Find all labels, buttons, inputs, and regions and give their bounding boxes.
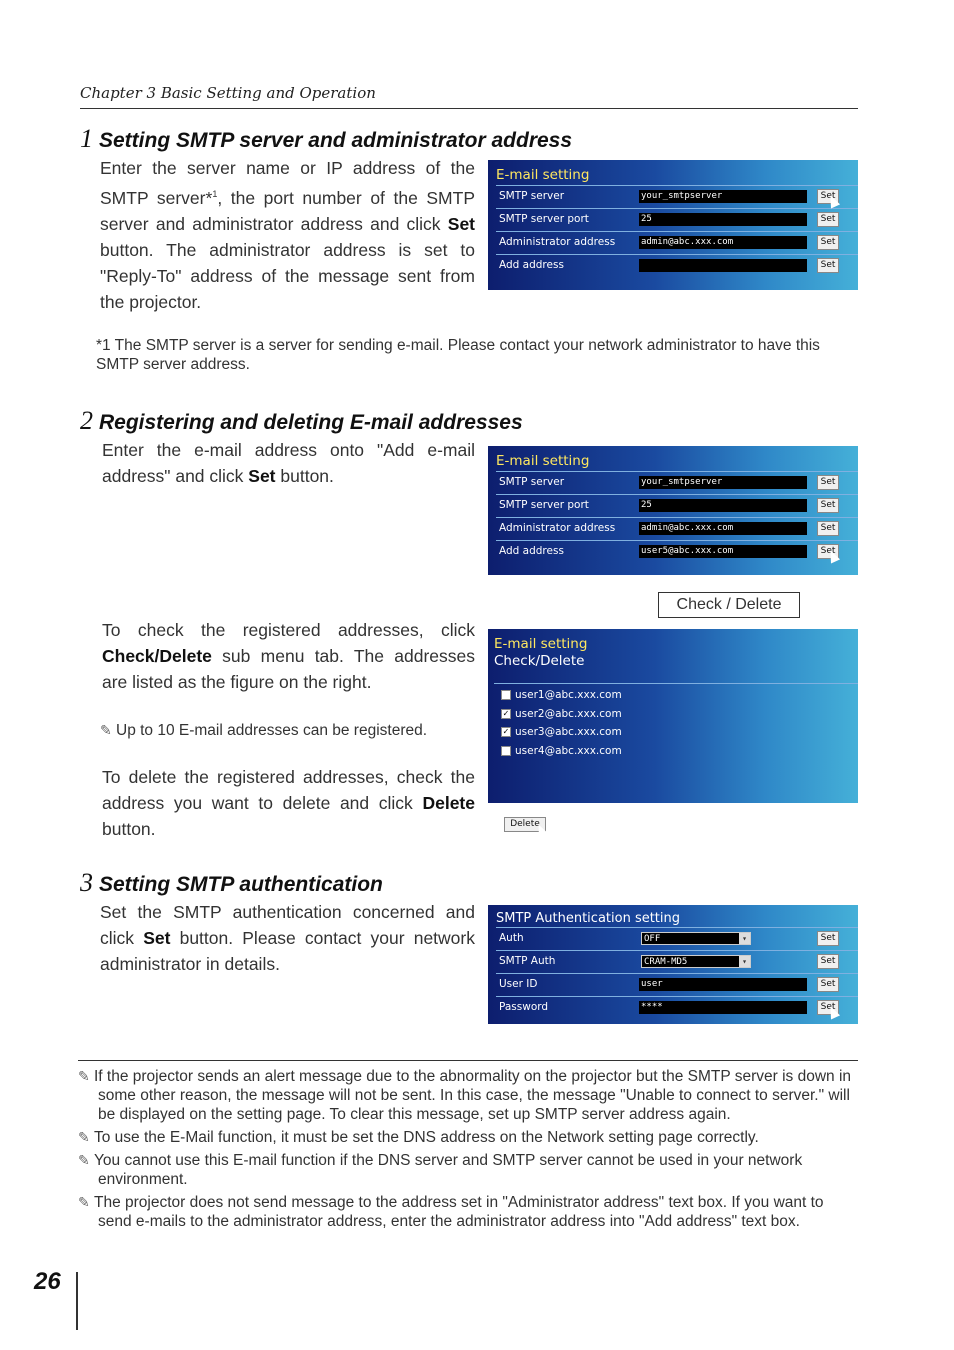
set-button[interactable]: Set [817, 498, 839, 513]
delete-button[interactable]: Delete [504, 817, 546, 832]
chapter-header: Chapter 3 Basic Setting and Operation [80, 84, 376, 102]
setting-label: SMTP Auth [499, 955, 556, 967]
note-item [78, 1151, 858, 1189]
section-3-title [80, 868, 383, 898]
note-item [78, 1067, 858, 1124]
setting-row [496, 494, 858, 517]
address-text: user1@abc.xxx.com [515, 689, 622, 701]
email-setting-panel-2 [488, 446, 858, 575]
pencil-icon: ✎ [78, 1068, 90, 1084]
set-button[interactable]: Set [817, 258, 839, 273]
set-button[interactable]: Set [817, 189, 839, 204]
note-text: The projector does not send message to the address set in "Administrator address" text box. If you want to send e-mails to the administrator address, enter the administrator address into "Add address" text box. [94, 1194, 824, 1230]
back-link[interactable]: Back [503, 836, 533, 850]
setting-input[interactable]: your_smtpserver [639, 476, 807, 489]
pencil-icon: ✎ [78, 1194, 90, 1210]
setting-row [496, 254, 858, 277]
section-2-body: Enter the e-mail address onto "Add e-mail address" and click Set button. [102, 440, 475, 486]
footnote-1: *1 The SMTP server is a server for sending e-mail. Please contact your network administrator to have this SMTP server address. [96, 337, 820, 373]
note-item [78, 1193, 858, 1231]
setting-label: Auth [499, 932, 524, 944]
setting-label: SMTP server [499, 476, 565, 488]
section-number: 1 [80, 124, 93, 153]
pencil-icon: ✎ [78, 1129, 90, 1145]
setting-row [496, 517, 858, 540]
section-number: 2 [80, 406, 93, 435]
setting-label: SMTP server [499, 190, 565, 202]
setting-label: Password [499, 1001, 549, 1013]
section-1-title [80, 124, 572, 154]
registration-note-text: Up to 10 E-mail addresses can be registered. [116, 722, 428, 739]
registration-note [100, 721, 470, 740]
set-button[interactable]: Set [817, 544, 839, 559]
address-checkbox[interactable] [501, 746, 511, 756]
panel-subtitle: Check/Delete [494, 653, 585, 669]
setting-select[interactable]: OFF ▾ [641, 932, 751, 945]
setting-select[interactable]: CRAM-MD5 ▾ [641, 955, 751, 968]
setting-label: Administrator address [499, 522, 616, 534]
set-button[interactable]: Set [817, 977, 839, 992]
set-button[interactable]: Set [817, 235, 839, 250]
panel-title: SMTP Authentication setting [496, 911, 681, 926]
page-number: 26 [34, 1268, 61, 1295]
address-checkbox[interactable]: ✓ [502, 727, 510, 736]
section-title-text: Setting SMTP server and administrator address [99, 129, 573, 152]
page-number-bar [76, 1272, 78, 1330]
check-delete-tab[interactable]: Check / Delete [658, 592, 800, 618]
setting-input[interactable]: **** [639, 1001, 807, 1014]
pencil-icon: ✎ [78, 1152, 90, 1168]
panel-title: E-mail setting [496, 453, 590, 469]
set-button[interactable]: Set [817, 521, 839, 536]
section-2-check-text: To check the registered addresses, click Check/Delete sub menu tab. The addresses are listed as the figure on the right. [102, 620, 475, 692]
set-button[interactable]: Set [817, 475, 839, 490]
setting-row [496, 996, 858, 1019]
check-delete-panel [488, 629, 858, 850]
address-list-item [501, 726, 622, 738]
note-text: You cannot use this E-mail function if the DNS server and SMTP server cannot be used in your network environment. [94, 1152, 803, 1188]
setting-input[interactable]: admin@abc.xxx.com [639, 522, 807, 535]
email-setting-panel-1 [488, 160, 858, 290]
setting-input[interactable]: user [639, 978, 807, 991]
smtp-auth-panel [488, 905, 858, 1024]
setting-row [496, 950, 858, 973]
setting-label: Administrator address [499, 236, 616, 248]
setting-label: User ID [499, 978, 538, 990]
section-number: 3 [80, 868, 93, 897]
address-checkbox[interactable] [501, 690, 511, 700]
address-text: user2@abc.xxx.com [515, 707, 622, 720]
address-list-item [501, 689, 622, 701]
setting-row [496, 231, 858, 254]
set-button[interactable]: Set [817, 1000, 839, 1015]
address-list [494, 683, 858, 850]
section-2-delete-text: To delete the registered addresses, check the address you want to delete and click Delete button. [102, 767, 475, 839]
setting-row [496, 973, 858, 996]
address-text: user3@abc.xxx.com [515, 726, 622, 738]
address-text: user4@abc.xxx.com [515, 744, 622, 757]
setting-input[interactable] [639, 259, 807, 272]
set-button[interactable]: Set [817, 954, 839, 969]
panel-title: E-mail setting [496, 167, 590, 183]
address-checkbox[interactable]: ✓ [502, 708, 510, 718]
section-2-title [80, 406, 523, 436]
notes-list [78, 1067, 858, 1235]
setting-row [496, 185, 858, 208]
section-1-body: Enter the server name or IP address of the SMTP server*$^1$, the port number of the SMTP server and administrator address and click Set button. The administrator address is set to "Reply-To" address of the message sent from the projector. [100, 158, 476, 312]
setting-label: SMTP server port [499, 499, 589, 511]
setting-row [496, 208, 858, 231]
address-list-item [501, 745, 622, 757]
note-text: If the projector sends an alert message due to the abnormality on the projector but the SMTP server is down in some other reason, the message will not be sent. In this case, the message "Unable to connect to server." will be displayed on the setting page. To clear this message, set up SMTP server address again. [94, 1068, 852, 1123]
setting-row [496, 927, 858, 950]
header-rule [80, 108, 858, 109]
setting-row [496, 471, 858, 494]
notes-rule [78, 1060, 858, 1061]
setting-input[interactable]: 25 [639, 213, 807, 226]
pencil-icon: ✎ [100, 722, 112, 738]
setting-row [496, 540, 858, 563]
set-button[interactable]: Set [817, 212, 839, 227]
note-text: To use the E-Mail function, it must be set the DNS address on the Network setting page correctly. [94, 1129, 759, 1146]
panel-title: E-mail setting [494, 636, 588, 652]
setting-label: Add address [499, 259, 564, 271]
setting-input[interactable]: user5@abc.xxx.com [639, 545, 807, 558]
setting-label: SMTP server port [499, 213, 589, 225]
address-list-item [501, 708, 622, 720]
chevron-down-icon: ▾ [739, 933, 750, 944]
section-title-text: Registering and deleting E-mail addresses [99, 411, 523, 434]
section-3-body: Set the SMTP authentication concerned and click Set button. Please contact your network administrator in details. [100, 902, 475, 974]
setting-input[interactable]: 25 [639, 499, 807, 512]
setting-input[interactable]: admin@abc.xxx.com [639, 236, 807, 249]
section-title-text: Setting SMTP authentication [99, 873, 383, 896]
setting-label: Add address [499, 545, 564, 557]
note-item [78, 1128, 858, 1147]
setting-input[interactable]: your_smtpserver [639, 190, 807, 203]
set-button[interactable]: Set [817, 931, 839, 946]
chevron-down-icon: ▾ [739, 956, 750, 967]
